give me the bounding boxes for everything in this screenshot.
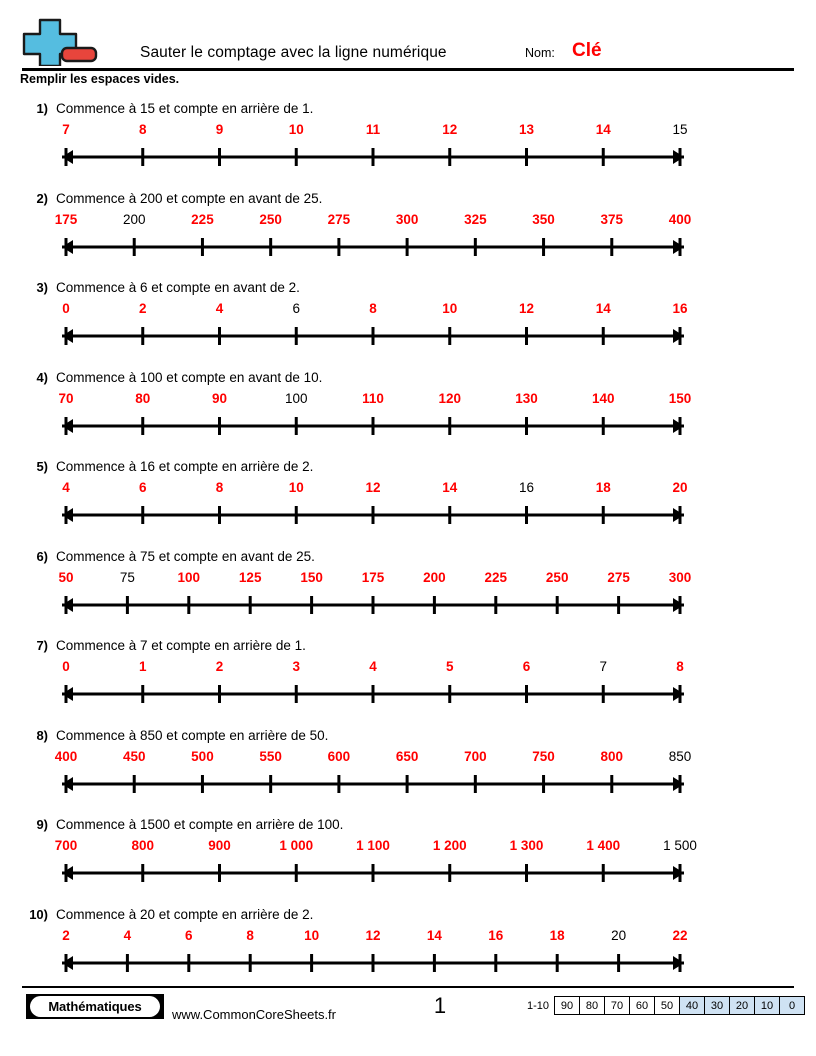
answer-value: 375 xyxy=(600,211,624,227)
given-value: 6 xyxy=(292,301,301,316)
name-value: Clé xyxy=(572,40,602,61)
number-line-axis xyxy=(58,592,688,618)
score-grid xyxy=(554,996,805,1015)
answer-value: 300 xyxy=(668,569,692,585)
number-line-labels xyxy=(58,301,688,321)
answer-value: 130 xyxy=(515,390,538,406)
problem-number: 3) xyxy=(36,280,48,295)
answer-value: 2 xyxy=(62,927,70,943)
score-cell: 90 xyxy=(555,997,580,1014)
answer-value: 900 xyxy=(208,838,231,853)
problem-prompt: Commence à 20 et compte en arrière de 2. xyxy=(56,906,314,922)
answer-value: 1 400 xyxy=(586,838,621,853)
problem-2 xyxy=(0,188,816,278)
problem-7 xyxy=(0,635,816,725)
answer-value: 400 xyxy=(54,748,78,764)
answer-value: 20 xyxy=(672,480,688,495)
problem-number: 10) xyxy=(29,906,48,922)
number-line-axis xyxy=(58,681,688,707)
number-line-labels xyxy=(58,390,692,411)
number-line xyxy=(54,211,692,272)
answer-value: 8 xyxy=(246,927,254,943)
answer-value: 200 xyxy=(423,569,446,585)
score-cell: 60 xyxy=(630,997,655,1014)
answer-value: 4 xyxy=(123,927,132,943)
answer-value: 6 xyxy=(522,659,531,674)
site-url: www.CommonCoreSheets.fr xyxy=(172,1007,336,1022)
problem-prompt: Commence à 100 et compte en avant de 10. xyxy=(56,369,323,385)
problem-number: 5) xyxy=(36,459,48,474)
number-line xyxy=(58,928,688,988)
answer-value: 70 xyxy=(58,390,74,406)
answer-value: 100 xyxy=(177,569,201,585)
answer-value: 550 xyxy=(259,748,282,764)
answer-value: 16 xyxy=(672,301,688,316)
answer-value: 1 xyxy=(138,659,147,674)
answer-value: 13 xyxy=(518,122,535,137)
answer-value: 600 xyxy=(327,748,351,764)
number-line-labels xyxy=(54,838,697,858)
score-cell: 50 xyxy=(655,997,680,1014)
problem-9 xyxy=(0,814,816,904)
answer-value: 18 xyxy=(595,480,611,495)
number-line xyxy=(58,122,688,182)
answer-value: 8 xyxy=(138,122,147,137)
score-cell: 70 xyxy=(605,997,630,1014)
answer-value: 275 xyxy=(327,211,351,227)
answer-value: 0 xyxy=(62,659,70,674)
answer-value: 400 xyxy=(668,211,692,227)
given-value: 200 xyxy=(122,211,146,227)
number-line xyxy=(54,838,697,898)
answer-value: 800 xyxy=(600,748,624,764)
answer-value: 12 xyxy=(365,927,381,943)
answer-value: 325 xyxy=(464,211,487,227)
problem-number: 4) xyxy=(36,369,48,385)
score-cell: 10 xyxy=(755,997,780,1014)
page-number: 1 xyxy=(433,993,447,1018)
answer-value: 80 xyxy=(135,390,151,406)
answer-value: 8 xyxy=(369,301,377,316)
answer-value: 8 xyxy=(215,480,224,495)
answer-value: 4 xyxy=(215,301,224,316)
problem-prompt: Commence à 16 et compte en arrière de 2. xyxy=(56,459,314,474)
number-line-labels xyxy=(58,122,688,142)
answer-value: 12 xyxy=(365,480,381,495)
answer-value: 450 xyxy=(122,748,146,764)
answer-value: 10 xyxy=(288,122,304,137)
answer-value: 150 xyxy=(668,390,692,406)
problem-prompt: Commence à 6 et compte en avant de 2. xyxy=(56,280,300,295)
answer-value: 16 xyxy=(488,927,504,943)
problem-prompt: Commence à 1500 et compte en arrière de 100. xyxy=(56,817,344,832)
problem-prompt: Commence à 75 et compte en avant de 25. xyxy=(56,548,315,564)
score-cell: 30 xyxy=(705,997,730,1014)
answer-value: 6 xyxy=(185,927,193,943)
answer-value: 10 xyxy=(288,480,304,495)
number-line-labels xyxy=(54,748,692,769)
given-value: 16 xyxy=(518,480,535,495)
number-line xyxy=(58,569,692,630)
problem-number: 8) xyxy=(36,727,48,743)
problem-6 xyxy=(0,546,816,636)
answer-value: 3 xyxy=(292,659,301,674)
problem-4 xyxy=(0,367,816,457)
answer-value: 14 xyxy=(426,927,442,943)
answer-value: 700 xyxy=(464,748,487,764)
answer-value: 6 xyxy=(138,480,147,495)
number-line xyxy=(58,301,688,361)
number-line-axis xyxy=(58,234,688,260)
instructions-text: Remplir les espaces vides. xyxy=(20,72,180,86)
answer-value: 5 xyxy=(445,659,454,674)
answer-value: 1 300 xyxy=(509,838,544,853)
score-key xyxy=(527,996,805,1015)
number-line-axis xyxy=(58,950,688,976)
answer-value: 14 xyxy=(595,301,611,316)
problem-3 xyxy=(0,277,816,367)
answer-value: 11 xyxy=(365,122,381,137)
answer-value: 50 xyxy=(58,569,74,585)
score-cell: 0 xyxy=(780,997,805,1014)
number-line-labels xyxy=(58,480,688,500)
number-line xyxy=(58,480,688,540)
answer-value: 4 xyxy=(62,480,70,495)
given-value: 7 xyxy=(599,659,608,674)
answer-value: 250 xyxy=(259,211,282,227)
problem-list xyxy=(0,98,816,993)
answer-value: 120 xyxy=(438,390,462,406)
answer-value: 2 xyxy=(215,659,224,674)
answer-value: 1 100 xyxy=(356,838,390,853)
score-cell: 80 xyxy=(580,997,605,1014)
answer-value: 18 xyxy=(549,927,565,943)
problem-prompt: Commence à 200 et compte en avant de 25. xyxy=(56,190,323,206)
problem-10 xyxy=(0,904,816,994)
answer-value: 110 xyxy=(362,390,384,406)
answer-value: 125 xyxy=(238,569,262,585)
answer-value: 750 xyxy=(532,748,555,764)
answer-value: 1 000 xyxy=(279,838,314,853)
answer-value: 0 xyxy=(62,301,70,316)
answer-value: 8 xyxy=(676,659,684,674)
given-value: 100 xyxy=(284,390,308,406)
number-line-labels xyxy=(58,659,688,679)
page-footer xyxy=(0,986,816,1056)
answer-value: 140 xyxy=(591,390,615,406)
problem-prompt: Commence à 7 et compte en arrière de 1. xyxy=(56,638,306,653)
problem-8 xyxy=(0,725,816,815)
answer-value: 22 xyxy=(672,927,688,943)
brand-badge xyxy=(26,994,164,1019)
problem-number: 9) xyxy=(36,817,48,832)
answer-value: 800 xyxy=(131,838,155,853)
page-title: Sauter le comptage avec la ligne numérique xyxy=(140,44,447,61)
answer-value: 4 xyxy=(369,659,377,674)
answer-value: 300 xyxy=(395,211,419,227)
problem-number: 7) xyxy=(36,638,48,653)
number-line xyxy=(58,390,692,451)
number-line xyxy=(54,748,692,809)
number-line-axis xyxy=(58,771,688,797)
problem-5 xyxy=(0,456,816,546)
header-divider xyxy=(22,68,794,71)
answer-value: 650 xyxy=(395,748,419,764)
answer-value: 225 xyxy=(484,569,508,585)
given-value: 1 500 xyxy=(663,838,697,853)
problem-number: 2) xyxy=(36,190,48,206)
number-line-axis xyxy=(58,413,688,439)
number-line-axis xyxy=(58,144,688,170)
plus-minus-logo-icon xyxy=(18,18,108,66)
score-cell: 40 xyxy=(680,997,705,1014)
answer-value: 14 xyxy=(442,480,458,495)
answer-value: 12 xyxy=(518,301,535,316)
problem-number: 1) xyxy=(36,101,48,116)
score-range-label: 1-10 xyxy=(527,999,550,1012)
answer-value: 90 xyxy=(211,390,228,406)
brand-pill xyxy=(30,996,160,1017)
answer-value: 1 200 xyxy=(432,838,467,853)
answer-value: 175 xyxy=(54,211,78,227)
score-cell: 20 xyxy=(730,997,755,1014)
name-label: Nom: xyxy=(525,46,555,60)
answer-value: 14 xyxy=(595,122,611,137)
answer-value: 7 xyxy=(62,122,70,137)
answer-value: 9 xyxy=(215,122,224,137)
given-value: 850 xyxy=(668,748,692,764)
given-value: 75 xyxy=(119,569,135,585)
problem-number: 6) xyxy=(36,548,48,564)
answer-value: 500 xyxy=(191,748,214,764)
problem-1 xyxy=(0,98,816,188)
given-value: 20 xyxy=(611,927,627,943)
number-line-labels xyxy=(54,211,692,232)
number-line-axis xyxy=(58,323,688,349)
answer-value: 700 xyxy=(54,838,78,853)
answer-value: 275 xyxy=(607,569,630,585)
number-line-labels xyxy=(58,928,688,948)
number-line xyxy=(58,659,688,719)
answer-value: 10 xyxy=(304,927,320,943)
page-header xyxy=(0,0,816,86)
number-line-axis xyxy=(58,502,688,528)
answer-value: 225 xyxy=(191,211,214,227)
footer-divider xyxy=(22,986,794,988)
problem-prompt: Commence à 850 et compte en arrière de 50. xyxy=(56,727,329,743)
answer-value: 175 xyxy=(361,569,385,585)
answer-value: 10 xyxy=(442,301,458,316)
answer-value: 2 xyxy=(138,301,147,316)
answer-value: 250 xyxy=(545,569,569,585)
number-line-axis xyxy=(58,860,688,886)
given-value: 15 xyxy=(672,122,688,137)
answer-value: 150 xyxy=(300,569,323,585)
answer-value: 12 xyxy=(442,122,458,137)
brand-label: Mathématiques xyxy=(48,999,142,1014)
problem-prompt: Commence à 15 et compte en arrière de 1. xyxy=(56,101,314,116)
answer-value: 350 xyxy=(532,211,555,227)
number-line-labels xyxy=(58,569,692,590)
